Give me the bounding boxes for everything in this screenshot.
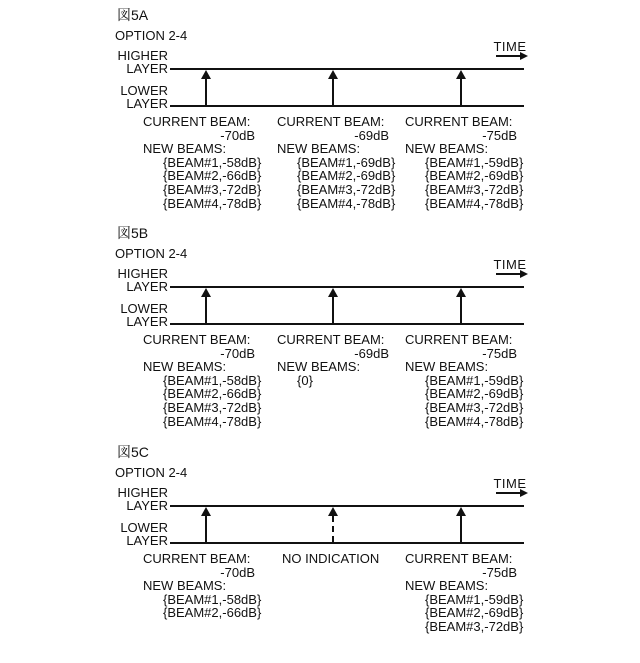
arrow-body xyxy=(332,79,334,105)
lower-layer-label-line2: LAYER xyxy=(126,96,168,111)
beam-entry: {BEAM#3,-72dB} xyxy=(163,399,262,415)
figure-label: 図5C xyxy=(117,444,149,460)
beam-entry: {BEAM#1,-58dB} xyxy=(163,154,262,170)
current-beam-value: -69dB xyxy=(354,345,389,361)
beam-entry: {BEAM#2,-69dB} xyxy=(425,386,524,402)
lower-layer-label xyxy=(100,521,168,547)
new-beams-label: NEW BEAMS: xyxy=(405,359,489,375)
beam-report-column xyxy=(143,115,261,210)
indication-arrow xyxy=(327,70,339,105)
beam-entry: {BEAM#2,-66dB} xyxy=(163,386,262,402)
beam-report-column xyxy=(143,333,261,428)
higher-layer-label-line2: LAYER xyxy=(126,498,168,513)
arrow-head xyxy=(201,288,211,297)
beam-report-column xyxy=(405,552,523,634)
time-arrow-icon xyxy=(496,55,520,57)
lower-layer-label-line1: LOWER xyxy=(120,301,168,316)
beam-report-column xyxy=(405,333,523,428)
current-beam-label: CURRENT BEAM: xyxy=(277,332,385,347)
time-arrow-icon xyxy=(496,273,520,275)
lower-layer-line xyxy=(170,542,524,544)
beam-entry: {BEAM#2,-69dB} xyxy=(425,605,524,621)
beam-entry: {BEAM#4,-78dB} xyxy=(297,195,396,211)
arrow-head xyxy=(456,70,466,79)
current-beam-label: CURRENT BEAM: xyxy=(143,332,251,347)
figure-5c-section xyxy=(0,445,640,663)
indication-arrow xyxy=(455,70,467,105)
indication-arrow xyxy=(327,288,339,323)
current-beam-value: -69dB xyxy=(354,127,389,143)
beam-entry: {BEAM#3,-72dB} xyxy=(425,181,524,197)
lower-layer-label-line1: LOWER xyxy=(120,83,168,98)
lower-layer-label-line2: LAYER xyxy=(126,533,168,548)
beam-entry: {BEAM#1,-69dB} xyxy=(297,154,396,170)
higher-layer-line xyxy=(170,505,524,507)
time-label: TIME xyxy=(493,476,527,491)
lower-layer-label-line1: LOWER xyxy=(120,520,168,535)
arrow-head xyxy=(201,507,211,516)
time-label: TIME xyxy=(493,39,527,54)
beam-entry: {0} xyxy=(297,372,313,388)
higher-layer-label-line2: LAYER xyxy=(126,61,168,76)
indication-arrow xyxy=(327,507,339,542)
no-indication-column xyxy=(277,552,395,566)
arrow-body xyxy=(332,516,334,542)
lower-layer-label xyxy=(100,302,168,328)
arrow-head xyxy=(201,70,211,79)
beam-entry: {BEAM#4,-78dB} xyxy=(163,413,262,429)
arrow-head xyxy=(456,507,466,516)
new-beams-label: NEW BEAMS: xyxy=(277,141,361,157)
indication-arrow xyxy=(200,288,212,323)
beam-entry: {BEAM#1,-58dB} xyxy=(163,372,262,388)
time-arrow-icon xyxy=(496,492,520,494)
higher-layer-label xyxy=(100,486,168,512)
current-beam-value: -75dB xyxy=(482,345,517,361)
beam-report-column xyxy=(277,115,395,210)
beam-entry: {BEAM#4,-78dB} xyxy=(163,195,262,211)
lower-layer-label xyxy=(100,84,168,110)
beam-report-column xyxy=(143,552,261,620)
current-beam-value: -75dB xyxy=(482,564,517,580)
current-beam-label: CURRENT BEAM: xyxy=(405,332,513,347)
indication-arrow xyxy=(455,288,467,323)
figure-5a-section xyxy=(0,8,640,226)
time-label: TIME xyxy=(493,257,527,272)
option-label: OPTION 2-4 xyxy=(115,28,188,43)
beam-entry: {BEAM#2,-69dB} xyxy=(425,168,524,184)
beam-entry: {BEAM#3,-72dB} xyxy=(297,181,396,197)
new-beams-label: NEW BEAMS: xyxy=(143,578,227,594)
new-beams-label: NEW BEAMS: xyxy=(405,578,489,594)
arrow-head xyxy=(328,507,338,516)
beam-entry: {BEAM#1,-59dB} xyxy=(425,591,524,607)
arrow-body xyxy=(460,516,462,542)
current-beam-value: -70dB xyxy=(220,564,255,580)
beam-entry: {BEAM#1,-59dB} xyxy=(425,154,524,170)
beam-entry: {BEAM#4,-78dB} xyxy=(425,413,524,429)
indication-arrow xyxy=(200,70,212,105)
higher-layer-line xyxy=(170,68,524,70)
indication-arrow xyxy=(200,507,212,542)
lower-layer-label-line2: LAYER xyxy=(126,314,168,329)
higher-layer-label-line2: LAYER xyxy=(126,279,168,294)
higher-layer-label-line1: HIGHER xyxy=(117,266,168,281)
beam-entry: {BEAM#1,-58dB} xyxy=(163,591,262,607)
higher-layer-label-line1: HIGHER xyxy=(117,485,168,500)
current-beam-value: -70dB xyxy=(220,345,255,361)
option-label: OPTION 2-4 xyxy=(115,246,188,261)
arrow-body xyxy=(460,79,462,105)
current-beam-label: CURRENT BEAM: xyxy=(405,114,513,129)
current-beam-value: -75dB xyxy=(482,127,517,143)
beam-entry: {BEAM#2,-66dB} xyxy=(163,605,262,621)
current-beam-label: CURRENT BEAM: xyxy=(277,114,385,129)
new-beams-label: NEW BEAMS: xyxy=(143,359,227,375)
beam-entry: {BEAM#4,-78dB} xyxy=(425,195,524,211)
new-beams-label: NEW BEAMS: xyxy=(405,141,489,157)
higher-layer-label-line1: HIGHER xyxy=(117,48,168,63)
figure-label: 図5A xyxy=(117,7,149,23)
beam-entry: {BEAM#1,-59dB} xyxy=(425,372,524,388)
arrow-body xyxy=(460,297,462,323)
current-beam-label: CURRENT BEAM: xyxy=(143,551,251,566)
beam-report-column xyxy=(405,115,523,210)
no-indication-label: NO INDICATION xyxy=(282,551,380,566)
arrow-body xyxy=(205,79,207,105)
figure-label: 図5B xyxy=(117,225,149,241)
new-beams-label: NEW BEAMS: xyxy=(143,141,227,157)
figure-5b-section xyxy=(0,226,640,444)
beam-entry: {BEAM#3,-72dB} xyxy=(163,181,262,197)
arrow-body xyxy=(332,297,334,323)
higher-layer-line xyxy=(170,286,524,288)
arrow-head xyxy=(328,70,338,79)
current-beam-label: CURRENT BEAM: xyxy=(405,551,513,566)
new-beams-label: NEW BEAMS: xyxy=(277,359,361,375)
beam-entry: {BEAM#2,-69dB} xyxy=(297,168,396,184)
arrow-body xyxy=(205,516,207,542)
beam-report-column xyxy=(277,333,395,387)
lower-layer-line xyxy=(170,105,524,107)
arrow-head xyxy=(456,288,466,297)
beam-entry: {BEAM#3,-72dB} xyxy=(425,618,524,634)
arrow-head xyxy=(328,288,338,297)
higher-layer-label xyxy=(100,267,168,293)
current-beam-label: CURRENT BEAM: xyxy=(143,114,251,129)
option-label: OPTION 2-4 xyxy=(115,465,188,480)
arrow-body xyxy=(205,297,207,323)
current-beam-value: -70dB xyxy=(220,127,255,143)
beam-entry: {BEAM#2,-66dB} xyxy=(163,168,262,184)
indication-arrow xyxy=(455,507,467,542)
lower-layer-line xyxy=(170,323,524,325)
higher-layer-label xyxy=(100,49,168,75)
beam-entry: {BEAM#3,-72dB} xyxy=(425,399,524,415)
